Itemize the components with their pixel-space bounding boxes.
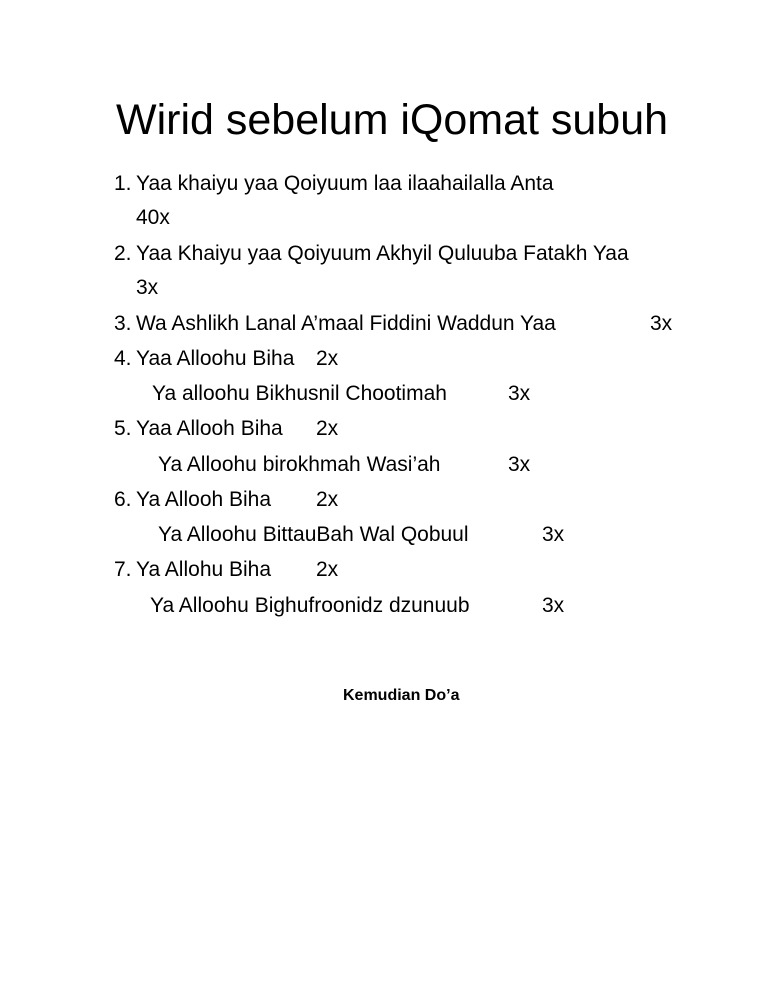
- item-text: Yaa Khaiyu yaa Qoiyuum Akhyil Quluuba Fatakh Yaa: [136, 242, 629, 265]
- item-text: Yaa khaiyu yaa Qoiyuum laa ilaahailalla Anta: [136, 172, 554, 195]
- item-number: 7.: [114, 558, 132, 581]
- item-text: Yaa Allooh Biha: [136, 417, 283, 440]
- item-count: 2x: [316, 417, 339, 440]
- item-count: 3x: [136, 276, 159, 299]
- item-number: 5.: [114, 417, 132, 440]
- item-count: 2x: [316, 347, 339, 370]
- item-sub-count: 3x: [508, 382, 531, 405]
- item-sub-count: 3x: [542, 594, 565, 617]
- item-number: 2.: [114, 242, 132, 265]
- item-sub-text: Ya Alloohu birokhmah Wasi’ah: [158, 453, 441, 476]
- item-number: 6.: [114, 488, 132, 511]
- item-text: Yaa Alloohu Biha: [136, 347, 295, 370]
- item-number: 1.: [114, 172, 132, 195]
- item-sub-count: 3x: [508, 453, 531, 476]
- document-title: Wirid sebelum iQomat subuh: [116, 96, 669, 144]
- item-sub-text: Ya alloohu Bikhusnil Chootimah: [152, 382, 447, 405]
- item-count: 3x: [650, 312, 673, 335]
- item-count: 40x: [136, 206, 170, 229]
- item-sub-count: 3x: [542, 523, 565, 546]
- item-count: 2x: [316, 558, 339, 581]
- item-number: 3.: [114, 312, 132, 335]
- item-sub-text: Ya Alloohu BittauBah Wal Qobuul: [158, 523, 469, 546]
- closing-note: Kemudian Do’a: [343, 687, 460, 704]
- item-number: 4.: [114, 347, 132, 370]
- item-text: Ya Allohu Biha: [136, 558, 272, 581]
- item-sub-text: Ya Alloohu Bighufroonidz dzunuub: [150, 594, 470, 617]
- item-count: 2x: [316, 488, 339, 511]
- item-text: Ya Allooh Biha: [136, 488, 272, 511]
- item-text: Wa Ashlikh Lanal A’maal Fiddini Waddun Yaa: [136, 312, 556, 335]
